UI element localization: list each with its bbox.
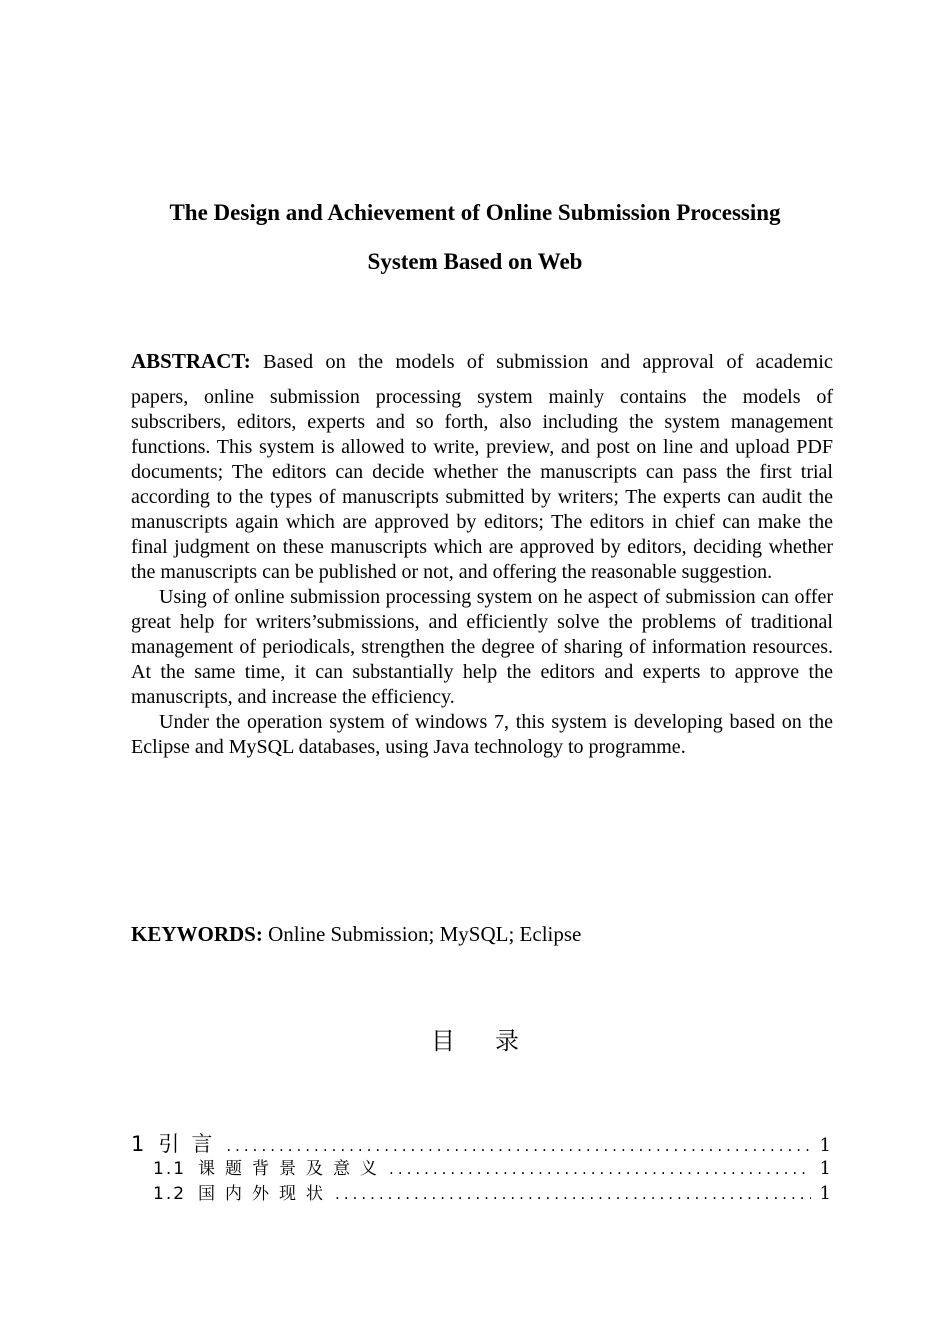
- abstract-body: [131, 385, 833, 760]
- toc-heading: 目录: [431, 1027, 559, 1055]
- toc-entry-label: 引言: [158, 1132, 225, 1156]
- abstract-label: ABSTRACT:: [131, 349, 251, 373]
- abstract-first-line-text: Based on the models of submission and approval of academic: [263, 351, 834, 373]
- abstract-paragraph-1: papers, online submission processing system mainly contains the models of subscribers, editors, experts and so forth, also including the system management functions. This system is allowed to write, preview, and post on line and upload PDF documents; The editors can decide whether the manuscripts can pass the first trial according to the types of manuscripts submitted by writers; The experts can audit the manuscripts again which are approved by editors; The editors in chief can make the final judgment on these manuscripts which are approved by editors, deciding whether the manuscripts can be published or not, and offering the reasonable suggestion.: [131, 386, 833, 583]
- toc-dot-leader: [226, 1137, 811, 1155]
- paper-title-line-1: The Design and Achievement of Online Submission Processing: [169, 200, 781, 225]
- toc-entry-label: 课题背景及意义: [198, 1159, 388, 1179]
- toc-entry-number: 1.1: [153, 1159, 187, 1179]
- toc-dot-leader: [335, 1185, 811, 1203]
- toc-entry-number: 1.2: [153, 1184, 187, 1204]
- keywords-text: Online Submission; MySQL; Eclipse: [268, 922, 582, 946]
- toc-entry-number: 1: [131, 1132, 145, 1156]
- toc-entry[interactable]: [131, 1179, 831, 1204]
- toc-dot-leader: [389, 1160, 811, 1178]
- keywords-line: [131, 919, 581, 949]
- toc-entry[interactable]: [131, 1128, 831, 1154]
- toc-entry-page: 1: [819, 1158, 831, 1179]
- toc-entry[interactable]: [131, 1154, 831, 1179]
- toc-entry-page: 1: [819, 1183, 831, 1204]
- toc-entry-page: 1: [819, 1135, 831, 1156]
- keywords-label: KEYWORDS:: [131, 922, 263, 946]
- abstract-paragraph-2: Using of online submission processing system on he aspect of submission can offer great help for writers’submissions, and efficiently solve the problems of traditional management of periodicals, strengthen the degree of sharing of information resources. At the same time, it can substantially help the editors and experts to approve the manuscripts, and increase the efficiency.: [131, 586, 833, 708]
- paper-title-line-2: System Based on Web: [367, 249, 583, 274]
- table-of-contents: [131, 1128, 831, 1204]
- abstract-first-line: [131, 346, 833, 377]
- abstract-paragraph-3: Under the operation system of windows 7, this system is developing based on the Eclipse and MySQL databases, using Java technology to programme.: [131, 711, 833, 758]
- toc-entry-label: 国内外现状: [198, 1184, 334, 1204]
